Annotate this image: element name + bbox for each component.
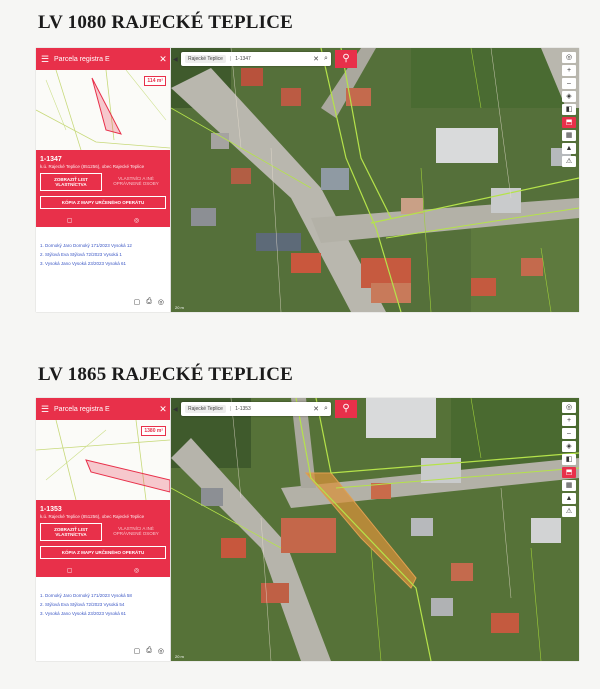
collapse-panel-icon[interactable]: ◀ bbox=[173, 407, 178, 413]
owner-link[interactable]: 1. Dornoký Jaro Dornoký 171/2023 Vysoká 12 bbox=[40, 243, 132, 248]
parcel-id: 1-1353 bbox=[40, 506, 62, 513]
owner-link[interactable]: 2. Stýlová Eva Stýlová 72/2023 Vysoká 1 bbox=[40, 252, 122, 257]
layers-icon[interactable]: ◈ bbox=[562, 91, 576, 102]
map-toolbar bbox=[562, 52, 576, 167]
pin-icon[interactable]: ⚲ bbox=[335, 50, 357, 68]
owner-links bbox=[40, 592, 166, 619]
locate-icon[interactable]: ◎ bbox=[157, 299, 164, 306]
aerial-imagery bbox=[171, 48, 579, 312]
parcel-card bbox=[36, 500, 170, 577]
show-ownership-button[interactable]: ZOBRAZIŤ LIST VLASTNÍCTVA bbox=[40, 523, 102, 541]
area-badge: 114 m² bbox=[144, 76, 166, 86]
menu-icon[interactable]: ☰ bbox=[40, 403, 50, 414]
panel-title: Parcela registra E bbox=[54, 55, 110, 63]
parcel-location: k.ú. Rajecké Teplice (851256), obec Rajecké Teplice bbox=[40, 514, 145, 519]
map-screenshot-1 bbox=[36, 48, 579, 312]
menu-icon[interactable]: ☰ bbox=[40, 53, 50, 64]
locate-icon[interactable]: ◎ bbox=[133, 218, 140, 224]
layers-icon[interactable]: ◈ bbox=[562, 441, 576, 452]
parcel-card bbox=[36, 150, 170, 227]
zoom-in-icon[interactable]: + bbox=[562, 415, 576, 426]
basemap-icon[interactable]: ◧ bbox=[562, 454, 576, 465]
bookmark-icon[interactable]: ▢ bbox=[66, 568, 73, 574]
aerial-map[interactable] bbox=[171, 398, 579, 661]
search-icon[interactable]: ⌕ bbox=[324, 405, 328, 412]
bookmark-icon[interactable]: ▢ bbox=[133, 648, 141, 655]
search-separator: | bbox=[229, 406, 232, 412]
parcel-mini-map bbox=[36, 420, 170, 500]
bookmark-icon[interactable]: ▢ bbox=[66, 218, 73, 224]
compass-icon[interactable]: ◎ bbox=[562, 402, 576, 413]
search-icon[interactable]: ⌕ bbox=[324, 55, 328, 62]
section-heading-2: LV 1865 RAJECKÉ TEPLICE bbox=[38, 364, 294, 385]
show-ownership-button[interactable]: ZOBRAZIŤ LIST VLASTNÍCTVA bbox=[40, 173, 102, 191]
aerial-map[interactable] bbox=[171, 48, 579, 312]
zoom-in-icon[interactable]: + bbox=[562, 65, 576, 76]
panel-header bbox=[36, 48, 170, 70]
aerial-imagery bbox=[171, 398, 579, 661]
owner-link[interactable]: 3. Vysoká Jano Vysoká 23/2023 Vysoká 61 bbox=[40, 261, 127, 266]
zoom-out-icon[interactable]: – bbox=[562, 78, 576, 89]
panel-footer-icons bbox=[134, 647, 164, 655]
location-chip[interactable]: Rajecké Teplice bbox=[185, 405, 226, 413]
bookmark-icon[interactable]: ▢ bbox=[133, 299, 141, 306]
grid-icon[interactable]: ▦ bbox=[562, 480, 576, 491]
close-icon[interactable]: ✕ bbox=[159, 403, 167, 414]
owner-link[interactable]: 1. Dornoký Jaro Dornoký 171/2023 Vysoká 58 bbox=[40, 593, 132, 598]
scale-bar: 20 m bbox=[175, 654, 184, 659]
parcel-location: k.ú. Rajecké Teplice (851256), obec Rajecké Teplice bbox=[40, 164, 145, 169]
grid-icon[interactable]: ▦ bbox=[562, 130, 576, 141]
parcel-panel bbox=[36, 48, 171, 312]
clear-icon[interactable]: ✕ bbox=[313, 56, 319, 63]
parcel-id: 1-1347 bbox=[40, 156, 62, 163]
search-bar[interactable] bbox=[181, 402, 331, 416]
clear-icon[interactable]: ✕ bbox=[313, 406, 319, 413]
basemap-icon[interactable]: ◧ bbox=[562, 104, 576, 115]
scale-bar: 20 m bbox=[175, 305, 184, 310]
zoom-out-icon[interactable]: – bbox=[562, 428, 576, 439]
warning-icon[interactable]: ⚠ bbox=[562, 506, 576, 517]
print-icon[interactable]: ⎙ bbox=[146, 647, 152, 654]
owner-link[interactable]: 2. Stýlová Eva Stýlová 72/2023 Vysoká 54 bbox=[40, 602, 125, 607]
area-badge: 1380 m² bbox=[141, 426, 166, 436]
panel-title: Parcela registra E bbox=[54, 405, 110, 413]
search-separator: | bbox=[229, 56, 232, 62]
owners-button[interactable]: VLASTNÍCI A INÉ OPRÁVNENÉ OSOBY bbox=[113, 176, 159, 186]
owner-link[interactable]: 3. Vysoká Jano Vysoká 23/2023 Vysoká 61 bbox=[40, 611, 127, 616]
parcel-panel bbox=[36, 398, 171, 661]
parcel-mini-map bbox=[36, 70, 170, 150]
locate-icon[interactable]: ◎ bbox=[133, 568, 140, 574]
map-copy-button[interactable]: KÓPIA Z MAPY URČENÉHO OPERÁTU bbox=[40, 196, 166, 209]
map-toolbar bbox=[562, 402, 576, 517]
collapse-panel-icon[interactable]: ◀ bbox=[173, 57, 178, 63]
print-icon[interactable]: ⎙ bbox=[146, 298, 152, 305]
map-copy-button[interactable]: KÓPIA Z MAPY URČENÉHO OPERÁTU bbox=[40, 546, 166, 559]
search-input[interactable]: 1-1353 bbox=[235, 406, 251, 412]
compass-icon[interactable]: ◎ bbox=[562, 52, 576, 63]
cadastre-icon[interactable]: ⬒ bbox=[562, 117, 576, 128]
close-icon[interactable]: ✕ bbox=[159, 53, 167, 64]
owners-button[interactable]: VLASTNÍCI A INÉ OPRÁVNENÉ OSOBY bbox=[113, 526, 159, 536]
pin-icon[interactable]: ⚲ bbox=[335, 400, 357, 418]
search-input[interactable]: 1-1347 bbox=[235, 56, 251, 62]
panel-header bbox=[36, 398, 170, 420]
owner-links bbox=[40, 242, 166, 269]
measure-icon[interactable]: ▲ bbox=[562, 143, 576, 154]
locate-icon[interactable]: ◎ bbox=[157, 648, 164, 655]
panel-footer-icons bbox=[134, 298, 164, 306]
search-bar[interactable] bbox=[181, 52, 331, 66]
section-heading-1: LV 1080 RAJECKÉ TEPLICE bbox=[38, 12, 294, 33]
cadastre-icon[interactable]: ⬒ bbox=[562, 467, 576, 478]
warning-icon[interactable]: ⚠ bbox=[562, 156, 576, 167]
map-screenshot-2 bbox=[36, 398, 579, 661]
measure-icon[interactable]: ▲ bbox=[562, 493, 576, 504]
location-chip[interactable]: Rajecké Teplice bbox=[185, 55, 226, 63]
